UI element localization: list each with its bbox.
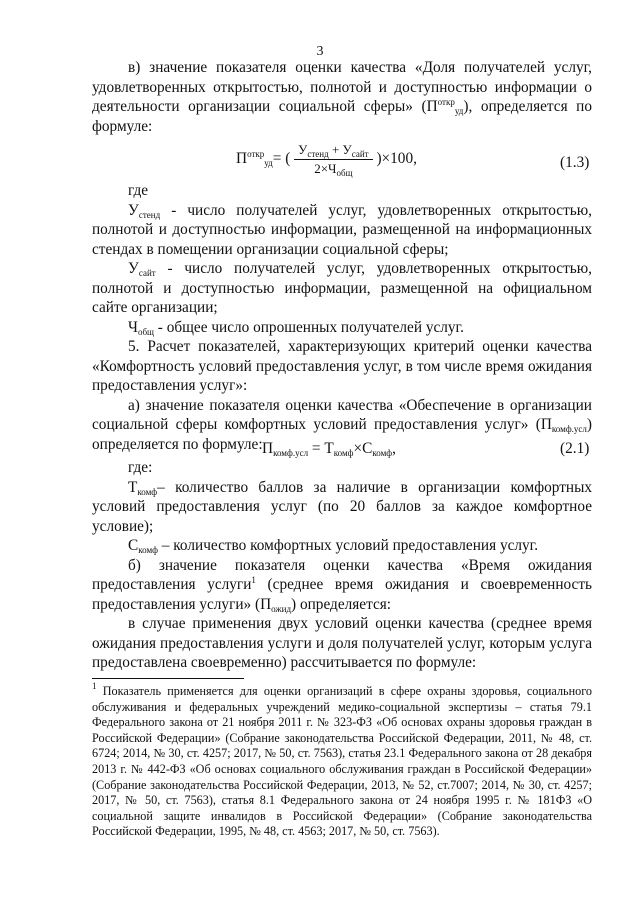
where-label: где (128, 182, 149, 199)
definition-u-stend: $У_{стенд}$ - число получателей услуг, удовлетворенных открытостью, полнотой и доступностью информации, размещенной на информационных стендах в помещении организации социальной сферы; (92, 201, 592, 258)
definitions-2-1 (92, 458, 592, 673)
where-label-2: где: (128, 459, 153, 476)
footnote (92, 681, 592, 840)
footnote-mark: 1 (92, 681, 97, 691)
equation-number-1-3: (1.3) (560, 154, 590, 171)
definition-t-komf: $Т_{комф}-$ количество баллов за наличие в организации комфортных условий предоставления услуг (по 20 баллов за каждое комфортное условие); (92, 478, 592, 535)
section-5-heading: 5. Расчет показателей, характеризующих критерий оценки качества «Комфортность условий предоставления услуг, в том числе время ожидания предоставления услуг»: (92, 338, 592, 394)
formula-2-1: $П_{комф.усл} = Т_{комф}\times С_{комф}$, (262, 440, 396, 458)
paragraph-b-line-2: предоставления услуги$^1$ (среднее время ожидания и своевременность (92, 575, 592, 593)
definitions-1-3 (92, 181, 592, 454)
paragraph-v-line-3: деятельности организации социальной сферы» $(П^{откр}_{уд})$, определяется по (92, 97, 593, 116)
footnote-divider (92, 678, 244, 679)
paragraph-v-line-4: формуле: (92, 117, 153, 135)
paragraph-v-line-2: удовлетворенных открытостью, полнотой и доступностью информации о (92, 78, 592, 96)
definition-ch-obsh: $Ч_{общ}$ - общее число опрошенных получателей услуг. (128, 318, 464, 337)
formula-1-3-fraction: $\frac{У_{стенд} + У_{сайт}}{2\times Ч_{общ}}$ (294, 142, 372, 177)
definition-u-sait: $У_{сайт}$ - число получателей услуг, удовлетворенных открытостью, полнотой и доступностью информации, размещенной на официальном сайте организации; (92, 260, 592, 316)
formula-1-3: $П^{откр}_{уд}=$ ( $\frac{У_{стенд} + У_{сайт}}{2\times Ч_{общ}}$ )×100, (236, 142, 417, 178)
paragraph-a: а) значение показателя оценки качества «Обеспечение в организации социальной сферы комфортных условий предоставления услуг» $(П_{комф.усл})$ определяется по формуле: (92, 396, 592, 453)
paragraph-b-line-1: б) значение показателя оценки качества «Время ожидания (128, 556, 592, 574)
paragraph-v-line-1: в) значение показателя оценки качества «Доля получателей услуг, (128, 59, 592, 76)
paragraph-case: в случае применения двух условий оценки качества (среднее время ожидания предоставления услуги и доля получателей услуг, которым услуга предоставлена своевременно) рассчитывается по формуле: (92, 615, 592, 671)
paragraph-b-line-3: предоставления услуги» $(П_{ожид})$ определяется: (92, 595, 392, 614)
equation-number-2-1: (2.1) (560, 440, 590, 457)
paragraph-v (92, 58, 592, 136)
footnote-reference: 1 (251, 575, 256, 585)
definition-c-komf: $С_{комф}$ – количество комфортных условий предоставления услуг. (128, 537, 539, 555)
footnote-text: Показатель применяется для оценки организаций в сфере охраны здоровья, социального обслуживания и федеральных учреждений медико-социальной экспертизы – статья 79.1 Федерального закона от 21 ноября 2011 г. № 323-ФЗ «Об основах охраны здоровья граждан в Российской Федерации» (Собрание законодательства Российской Федерации, 2011, № 48, ст. 6724; 2014, № 30, ст. 4257; 2017, № 50, ст. 7563), статья 23.1 Федерального закона от 28 декабря 2013 г. № 442-ФЗ «Об основах социального обслуживания граждан в Российской Федерации» (Собрание законодательства Российской Федерации, 2013, № 52, ст.7007; 2014, № 30, ст. 4257; 2017, № 50, ст. 7563), статья 8.1 Федерального закона от 24 ноября 1995 г. № 181ФЗ «О социальной защите инвалидов в Российской Федерации» (Собрание законодательства Российской Федерации, 1995, № 48, ст. 4563; 2017, № 50, ст. 7563). (92, 684, 592, 839)
page-number: 3 (316, 44, 324, 59)
